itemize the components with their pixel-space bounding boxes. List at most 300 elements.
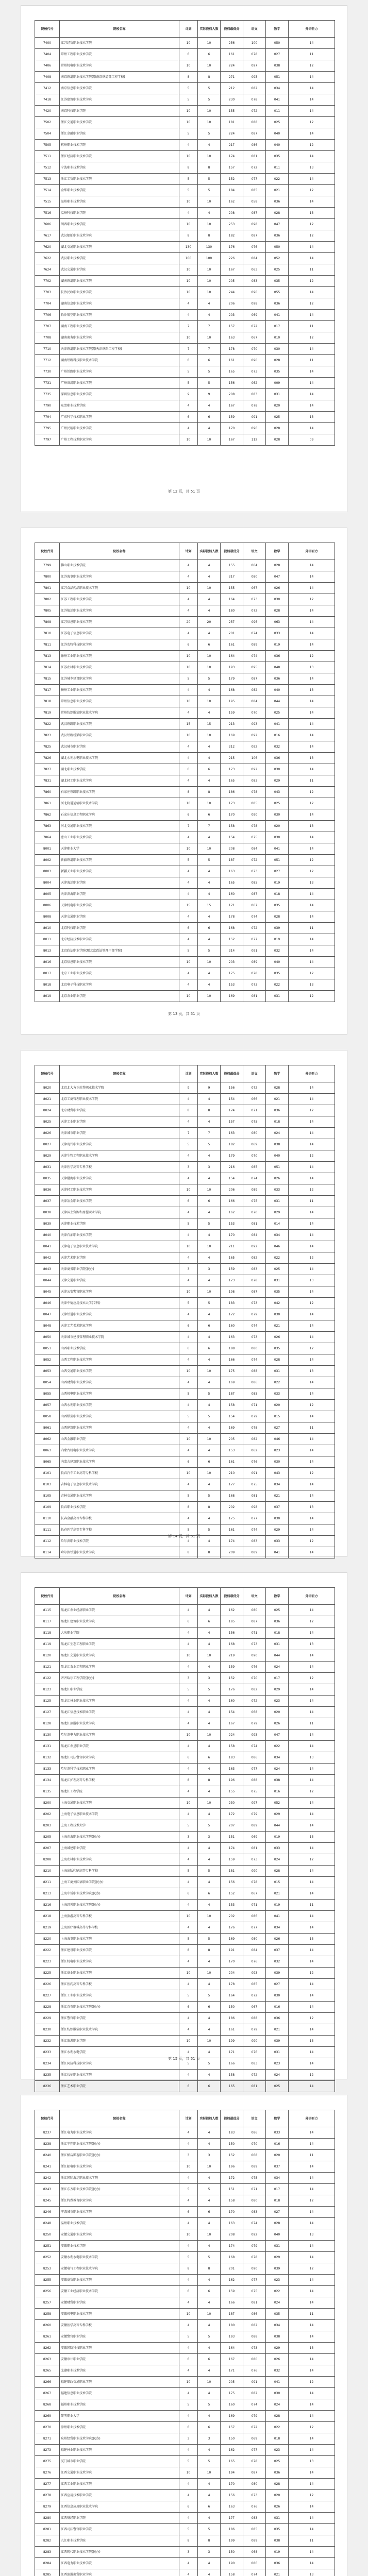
table-cell: 086 bbox=[243, 2127, 266, 2139]
table-cell: 6 bbox=[198, 1888, 221, 1900]
table-row bbox=[35, 2275, 335, 2286]
table-cell: 4 bbox=[179, 1979, 198, 1990]
table-row bbox=[35, 741, 335, 753]
table-cell: 4 bbox=[198, 1809, 221, 1820]
table-cell: 086 bbox=[243, 2309, 266, 2320]
table-cell: 天津生物工程职业技术学院 bbox=[60, 1150, 179, 1162]
document-page bbox=[21, 1050, 347, 1557]
table-cell: 宁波城市职业技术学院 bbox=[60, 2207, 179, 2218]
table-cell: 188 bbox=[221, 1343, 243, 1354]
table-cell: 4 bbox=[179, 2558, 198, 2569]
table-cell: 078 bbox=[243, 1877, 266, 1888]
table-cell: 14 bbox=[289, 2501, 335, 2513]
table-cell: 闽西职业技术学院 bbox=[60, 219, 179, 230]
table-cell: 4 bbox=[198, 1786, 221, 1798]
table-cell: 6 bbox=[198, 2002, 221, 2013]
table-cell: 7710 bbox=[35, 344, 60, 355]
table-cell: 7404 bbox=[35, 49, 60, 60]
table-cell: 7707 bbox=[35, 321, 60, 332]
table-cell: 10 bbox=[179, 957, 198, 968]
table-cell: 070 bbox=[243, 707, 266, 719]
table-cell: 030 bbox=[266, 832, 289, 843]
table-cell: 8202 bbox=[35, 1809, 60, 1820]
table-cell: 162 bbox=[221, 2445, 243, 2456]
table-cell: 070 bbox=[243, 1150, 266, 1162]
table-cell: 4 bbox=[198, 1979, 221, 1990]
table-cell: 6 bbox=[198, 412, 221, 423]
table-cell: 079 bbox=[243, 2241, 266, 2252]
table-cell: 179 bbox=[221, 1150, 243, 1162]
table-cell: 8233 bbox=[35, 2047, 60, 2058]
table-cell: 068 bbox=[243, 1707, 266, 1718]
table-cell: 12 bbox=[289, 866, 335, 877]
table-row bbox=[35, 1343, 335, 1354]
table-cell: 6 bbox=[198, 1320, 221, 1332]
table-cell: 12 bbox=[289, 594, 335, 605]
table-cell: 14 bbox=[289, 2388, 335, 2399]
table-cell: 3 bbox=[198, 1832, 221, 1843]
table-row bbox=[35, 628, 335, 639]
table-row bbox=[35, 2139, 335, 2150]
table-cell: 13 bbox=[289, 208, 335, 219]
table-cell: 天津渤海职业技术学院 bbox=[60, 1173, 179, 1184]
column-header: 语文 bbox=[243, 2110, 266, 2127]
table-row bbox=[35, 2070, 335, 2081]
table-row bbox=[35, 1650, 335, 1662]
table-cell: 8053 bbox=[35, 1366, 60, 1377]
table-cell: 4 bbox=[198, 1662, 221, 1673]
table-cell: 180 bbox=[221, 605, 243, 617]
table-cell: 山西职业技术学院 bbox=[60, 1343, 179, 1354]
table-cell: 4 bbox=[179, 1877, 198, 1888]
table-cell: 14 bbox=[289, 378, 335, 389]
table-cell: 5 bbox=[198, 128, 221, 140]
table-cell: 湖北交通职业技术学院 bbox=[60, 242, 179, 253]
table-cell: 043 bbox=[266, 1468, 289, 1479]
table-cell: 14 bbox=[289, 151, 335, 162]
table-cell: 7505 bbox=[35, 140, 60, 151]
table-cell: 4 bbox=[179, 934, 198, 945]
table-cell: 079 bbox=[243, 1809, 266, 1820]
table-cell: 常州纺织服装职业技术学院 bbox=[60, 707, 179, 719]
table-cell: 5 bbox=[198, 1820, 221, 1832]
table-cell: 4 bbox=[198, 979, 221, 991]
table-row bbox=[35, 1422, 335, 1434]
table-cell: 北京工业职业技术学院 bbox=[60, 968, 179, 979]
table-header-row bbox=[35, 21, 335, 38]
table-cell: 10 bbox=[179, 651, 198, 662]
table-cell: 7412 bbox=[35, 83, 60, 94]
admission-table bbox=[35, 20, 335, 446]
table-cell: 6 bbox=[198, 639, 221, 651]
table-cell: 041 bbox=[266, 1911, 289, 1922]
table-cell: 160 bbox=[221, 1696, 243, 1707]
table-cell: 028 bbox=[266, 2218, 289, 2229]
column-header: 数学 bbox=[266, 543, 289, 560]
table-cell: 4 bbox=[198, 753, 221, 764]
table-cell: 035 bbox=[266, 276, 289, 287]
table-cell: 14 bbox=[289, 1524, 335, 1536]
table-cell: 217 bbox=[221, 571, 243, 583]
table-row bbox=[35, 298, 335, 310]
table-cell: 4 bbox=[198, 1696, 221, 1707]
table-cell: 8037 bbox=[35, 1196, 60, 1207]
table-cell: 4 bbox=[198, 1639, 221, 1650]
table-cell: 051 bbox=[266, 72, 289, 83]
table-cell: 8208 bbox=[35, 1854, 60, 1866]
table-row bbox=[35, 1764, 335, 1775]
table-cell: 厦门城市职业学院 bbox=[60, 2456, 179, 2467]
table-cell: 034 bbox=[266, 1922, 289, 1934]
table-cell: 062 bbox=[243, 378, 266, 389]
column-header: 计划 bbox=[179, 2110, 198, 2127]
table-cell: 浙江特殊教育职业学院 bbox=[60, 2195, 179, 2207]
table-cell: 3 bbox=[198, 2547, 221, 2558]
table-cell: 4 bbox=[179, 1309, 198, 1320]
table-cell: 4 bbox=[179, 2479, 198, 2490]
table-cell: 7864 bbox=[35, 832, 60, 843]
table-cell: 长沙航空职业技术学院 bbox=[60, 310, 179, 321]
table-cell: 4 bbox=[179, 866, 198, 877]
table-row bbox=[35, 276, 335, 287]
table-cell: 黑龙江旅游职业技术学院 bbox=[60, 1718, 179, 1730]
table-cell: 4 bbox=[198, 1230, 221, 1241]
table-cell: 4 bbox=[179, 2173, 198, 2184]
table-cell: 8062 bbox=[35, 1434, 60, 1445]
table-cell: 上海工商外国语职业学院(民办) bbox=[60, 1877, 179, 1888]
table-cell: 8 bbox=[179, 1775, 198, 1786]
table-cell: 040 bbox=[266, 1150, 289, 1162]
table-cell: 10 bbox=[179, 843, 198, 855]
table-cell: 187 bbox=[221, 2309, 243, 2320]
table-cell: 新疆铁道职业技术学院 bbox=[60, 855, 179, 866]
table-cell: 内蒙古建筑职业技术学院 bbox=[60, 1456, 179, 1468]
table-cell: 4 bbox=[179, 571, 198, 583]
table-cell: 14 bbox=[289, 2081, 335, 2092]
table-cell: 14 bbox=[289, 38, 335, 49]
table-cell: 北京信息职业技术学院 bbox=[60, 957, 179, 968]
table-cell: 083 bbox=[243, 2207, 266, 2218]
table-row bbox=[35, 423, 335, 434]
table-cell: 12 bbox=[289, 1252, 335, 1264]
table-cell: 14 bbox=[289, 809, 335, 821]
table-cell: 026 bbox=[266, 2354, 289, 2365]
table-cell: 7418 bbox=[35, 94, 60, 106]
table-cell: 14 bbox=[289, 2058, 335, 2070]
table-cell: 10 bbox=[198, 991, 221, 1002]
table-cell: 157 bbox=[221, 1116, 243, 1128]
table-cell: 5 bbox=[198, 174, 221, 185]
table-cell: 武汉船舶职业技术学院 bbox=[60, 230, 179, 242]
table-cell: 072 bbox=[243, 1696, 266, 1707]
table-cell: 10 bbox=[179, 1968, 198, 1979]
table-cell: 169 bbox=[221, 991, 243, 1002]
table-cell: 073 bbox=[243, 979, 266, 991]
table-cell: 5 bbox=[198, 1934, 221, 1945]
table-cell: 100 bbox=[198, 253, 221, 264]
table-row bbox=[35, 310, 335, 321]
table-cell: 长春医学高等专科学校 bbox=[60, 1524, 179, 1536]
table-cell: 12 bbox=[289, 1105, 335, 1116]
table-cell: 5 bbox=[179, 1139, 198, 1150]
table-cell: 5 bbox=[198, 2399, 221, 2411]
table-cell: 九江职业技术学院 bbox=[60, 2535, 179, 2547]
table-cell: 193 bbox=[221, 662, 243, 673]
table-cell: 076 bbox=[243, 2501, 266, 2513]
table-cell: 6 bbox=[198, 764, 221, 775]
table-cell: 12 bbox=[289, 185, 335, 196]
table-cell: 天津轻工职业技术学院 bbox=[60, 1184, 179, 1196]
table-row bbox=[35, 1128, 335, 1139]
table-cell: 7622 bbox=[35, 253, 60, 264]
table-cell: 8118 bbox=[35, 1628, 60, 1639]
table-cell: 019 bbox=[266, 2547, 289, 2558]
table-cell: 8 bbox=[179, 2535, 198, 2547]
table-cell: 8270 bbox=[35, 2422, 60, 2433]
table-cell: 10 bbox=[179, 117, 198, 128]
table-cell: 12 bbox=[289, 2422, 335, 2433]
table-cell: 086 bbox=[243, 1377, 266, 1388]
table-cell: 黑龙江工程学院 bbox=[60, 1786, 179, 1798]
table-cell: 198 bbox=[221, 1286, 243, 1298]
table-cell: 8 bbox=[179, 1945, 198, 1956]
table-cell: 10 bbox=[179, 1730, 198, 1741]
table-cell: 7861 bbox=[35, 798, 60, 809]
table-cell: 8203 bbox=[35, 1820, 60, 1832]
table-cell: 161 bbox=[221, 49, 243, 60]
table-cell: 14 bbox=[289, 1605, 335, 1616]
table-row bbox=[35, 1264, 335, 1275]
table-row bbox=[35, 571, 335, 583]
table-cell: 196 bbox=[221, 2161, 243, 2173]
table-cell: 13 bbox=[289, 1752, 335, 1764]
table-cell: 14 bbox=[289, 1377, 335, 1388]
table-cell: 7 bbox=[198, 1128, 221, 1139]
table-cell: 江西交通职业技术学院 bbox=[60, 2467, 179, 2479]
table-cell: 14 bbox=[289, 2002, 335, 2013]
table-cell: 12 bbox=[289, 298, 335, 310]
table-cell: 上海工程技术大学 bbox=[60, 1820, 179, 1832]
table-cell: 13 bbox=[289, 1275, 335, 1286]
table-cell: 8278 bbox=[35, 2490, 60, 2501]
table-cell: 5 bbox=[179, 1684, 198, 1696]
table-cell: 10 bbox=[198, 1434, 221, 1445]
table-cell: 199 bbox=[221, 2036, 243, 2047]
table-cell: 185 bbox=[221, 1616, 243, 1628]
table-cell: 湖南工程职业技术学院 bbox=[60, 321, 179, 332]
column-header: 投档最低分 bbox=[221, 1588, 243, 1605]
table-cell: 178 bbox=[221, 1979, 243, 1990]
table-cell: 上海旅游高等专科学校 bbox=[60, 1911, 179, 1922]
table-cell: 14 bbox=[289, 2241, 335, 2252]
table-cell: 4 bbox=[179, 2297, 198, 2309]
table-cell: 14 bbox=[289, 673, 335, 685]
table-cell: 5 bbox=[198, 1866, 221, 1877]
table-cell: 9 bbox=[198, 1082, 221, 1094]
table-cell: 075 bbox=[243, 1116, 266, 1128]
table-cell: 12 bbox=[289, 1616, 335, 1628]
table-cell: 江西财经职业学院 bbox=[60, 2513, 179, 2524]
table-cell: 8 bbox=[179, 1547, 198, 1558]
table-row bbox=[35, 560, 335, 571]
table-cell: 087 bbox=[243, 128, 266, 140]
table-cell: 天津公安警官职业学院 bbox=[60, 1286, 179, 1298]
table-cell: 073 bbox=[243, 366, 266, 378]
table-cell: 164 bbox=[221, 2343, 243, 2354]
table-cell: 029 bbox=[266, 1809, 289, 1820]
table-cell: 广州工程技术职业学院 bbox=[60, 434, 179, 446]
table-row bbox=[35, 1445, 335, 1456]
table-cell: 11 bbox=[289, 1196, 335, 1207]
table-cell: 12 bbox=[289, 140, 335, 151]
table-cell: 4 bbox=[198, 1252, 221, 1264]
table-cell: 8216 bbox=[35, 1900, 60, 1911]
table-cell: 075 bbox=[243, 1196, 266, 1207]
table-cell: 026 bbox=[266, 2501, 289, 2513]
table-cell: 195 bbox=[221, 696, 243, 707]
table-cell: 黑龙江司法警官职业学院 bbox=[60, 1752, 179, 1764]
table-cell: 091 bbox=[243, 945, 266, 957]
table-cell: 084 bbox=[243, 696, 266, 707]
table-cell: 14 bbox=[289, 1479, 335, 1490]
table-cell: 063 bbox=[243, 264, 266, 276]
table-cell: 022 bbox=[266, 2286, 289, 2297]
table-cell: 8031 bbox=[35, 1162, 60, 1173]
table-cell: 14 bbox=[289, 1434, 335, 1445]
table-cell: 4 bbox=[198, 2490, 221, 2501]
table-cell: 201 bbox=[221, 628, 243, 639]
table-row bbox=[35, 1752, 335, 1764]
table-cell: 14 bbox=[289, 128, 335, 140]
table-cell: 6 bbox=[179, 1616, 198, 1628]
table-cell: 193 bbox=[221, 2331, 243, 2343]
table-cell: 8025 bbox=[35, 1116, 60, 1128]
table-cell: 4 bbox=[198, 2569, 221, 2576]
table-cell: 040 bbox=[266, 685, 289, 696]
table-cell: 10 bbox=[198, 730, 221, 741]
table-cell: 山西工程职业技术学院 bbox=[60, 1354, 179, 1366]
table-cell: 4 bbox=[198, 1741, 221, 1752]
table-cell: 086 bbox=[243, 140, 266, 151]
table-cell: 4 bbox=[198, 2479, 221, 2490]
table-cell: 4 bbox=[198, 400, 221, 412]
table-row bbox=[35, 1230, 335, 1241]
table-cell: 13 bbox=[289, 662, 335, 673]
column-header: 外语听力 bbox=[289, 1065, 335, 1082]
table-cell: 030 bbox=[266, 809, 289, 821]
column-header: 院校名称 bbox=[60, 1065, 179, 1082]
table-cell: 12 bbox=[289, 798, 335, 809]
table-cell: 4 bbox=[198, 968, 221, 979]
table-cell: 256 bbox=[221, 38, 243, 49]
table-cell: 6 bbox=[198, 1456, 221, 1468]
table-cell: 6 bbox=[198, 2207, 221, 2218]
table-cell: 14 bbox=[289, 1684, 335, 1696]
table-cell: 186 bbox=[221, 2013, 243, 2024]
table-cell: 085 bbox=[243, 185, 266, 196]
table-cell: 165 bbox=[221, 2081, 243, 2092]
table-row bbox=[35, 2036, 335, 2047]
table-cell: 5 bbox=[179, 128, 198, 140]
table-cell: 10 bbox=[198, 2377, 221, 2388]
table-cell: 021 bbox=[266, 2024, 289, 2036]
table-cell: 091 bbox=[243, 2377, 266, 2388]
table-cell: 217 bbox=[221, 140, 243, 151]
table-cell: 浙江东方职业技术学院(民办) bbox=[60, 2184, 179, 2195]
table-cell: 169 bbox=[221, 730, 243, 741]
table-cell: 175 bbox=[221, 2388, 243, 2399]
table-cell: 6 bbox=[179, 1888, 198, 1900]
table-cell: 186 bbox=[221, 2524, 243, 2535]
table-cell: 5 bbox=[179, 2331, 198, 2343]
table-cell: 8040 bbox=[35, 1230, 60, 1241]
table-cell: 8029 bbox=[35, 1150, 60, 1162]
table-cell: 075 bbox=[243, 832, 266, 843]
table-cell: 14 bbox=[289, 242, 335, 253]
table-cell: 033 bbox=[266, 1388, 289, 1400]
table-cell: 035 bbox=[266, 151, 289, 162]
column-header: 院校代号 bbox=[35, 1065, 60, 1082]
table-cell: 10 bbox=[179, 2229, 198, 2241]
table-cell: 江西信息应用职业技术学院 bbox=[60, 2501, 179, 2513]
table-cell: 046 bbox=[266, 1434, 289, 1445]
table-row bbox=[35, 1707, 335, 1718]
table-cell: 174 bbox=[221, 1105, 243, 1116]
table-cell: 南京铁道职业技术学院(原南京铁道部工程学校) bbox=[60, 72, 179, 83]
table-cell: 081 bbox=[243, 1843, 266, 1854]
table-cell: 8211 bbox=[35, 1877, 60, 1888]
table-cell: 8058 bbox=[35, 1411, 60, 1422]
table-cell: 178 bbox=[221, 344, 243, 355]
table-cell: 14 bbox=[289, 2139, 335, 2150]
table-cell: 4 bbox=[198, 1377, 221, 1388]
table-cell: 208 bbox=[221, 2229, 243, 2241]
table-cell: 安徽医学高等专科学校 bbox=[60, 2320, 179, 2331]
table-cell: 169 bbox=[221, 1934, 243, 1945]
table-cell: 167 bbox=[221, 434, 243, 446]
table-cell: 3 bbox=[179, 2547, 198, 2558]
table-cell: 扬州工业职业技术学院 bbox=[60, 685, 179, 696]
table-cell: 8111 bbox=[35, 1524, 60, 1536]
table-cell: 8036 bbox=[35, 1184, 60, 1196]
table-cell: 023 bbox=[266, 1696, 289, 1707]
table-cell: 14 bbox=[289, 2207, 335, 2218]
table-cell: 14 bbox=[289, 719, 335, 730]
table-cell: 028 bbox=[266, 560, 289, 571]
table-cell: 5 bbox=[198, 1139, 221, 1150]
table-cell: 5 bbox=[179, 2456, 198, 2467]
table-row bbox=[35, 366, 335, 378]
table-cell: 吉林交通职业技术学院 bbox=[60, 1490, 179, 1502]
table-cell: 石家庄信息工程职业学院 bbox=[60, 809, 179, 821]
table-cell: 14 bbox=[289, 1741, 335, 1752]
table-cell: 14 bbox=[289, 571, 335, 583]
table-cell: 14 bbox=[289, 174, 335, 185]
table-cell: 5 bbox=[198, 673, 221, 685]
table-cell: 13 bbox=[289, 1366, 335, 1377]
table-cell: 山西金融职业学院 bbox=[60, 1434, 179, 1445]
table-cell: 098 bbox=[243, 298, 266, 310]
table-cell: 3 bbox=[198, 2433, 221, 2445]
table-cell: 073 bbox=[243, 2490, 266, 2501]
table-cell: 074 bbox=[243, 1320, 266, 1332]
table-cell: 230 bbox=[221, 1798, 243, 1809]
table-cell: 8273 bbox=[35, 2445, 60, 2456]
table-cell: 12 bbox=[289, 117, 335, 128]
table-cell: 6 bbox=[198, 1343, 221, 1354]
table-cell: 028 bbox=[266, 1082, 289, 1094]
table-cell: 025 bbox=[266, 264, 289, 276]
